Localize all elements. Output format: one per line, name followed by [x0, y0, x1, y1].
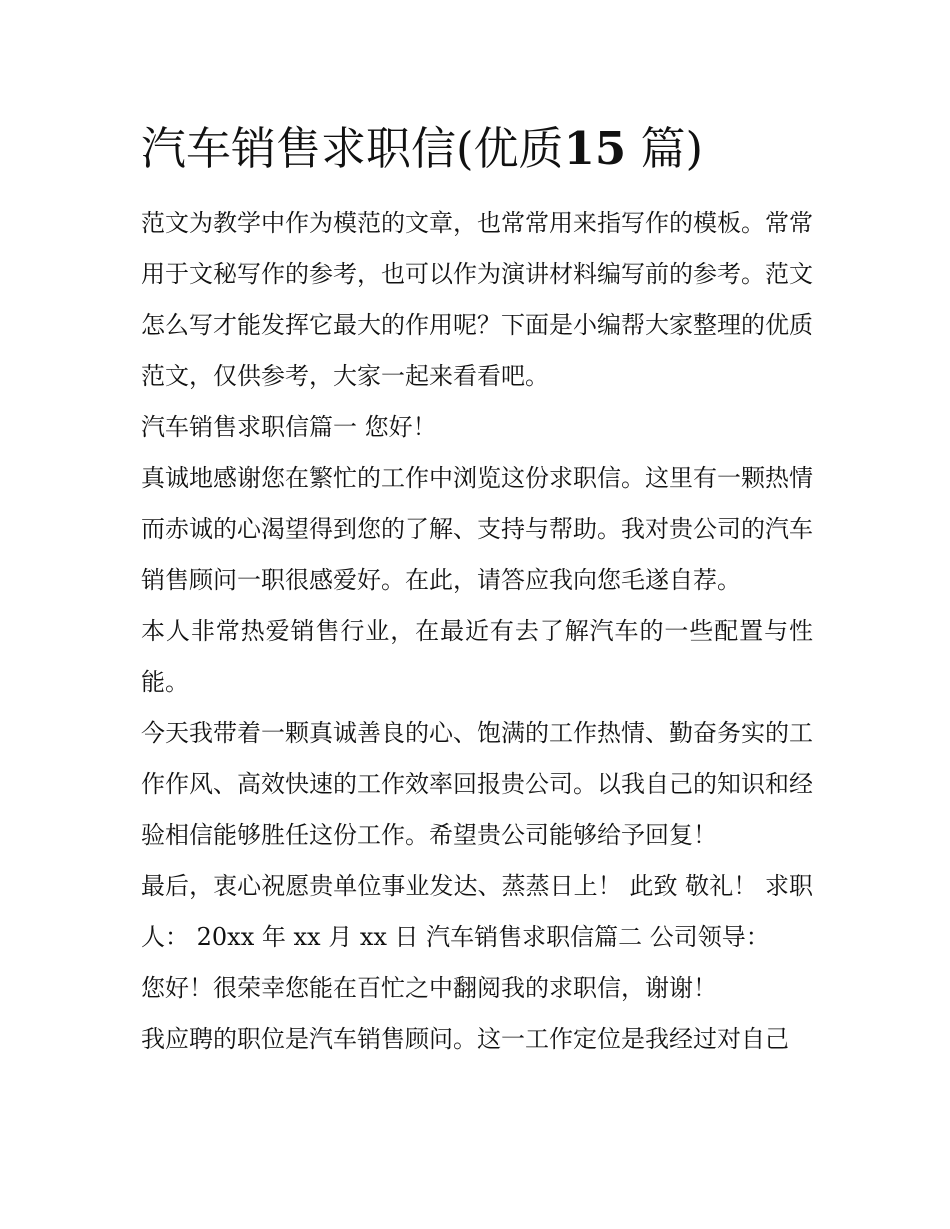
paragraph-second-greeting: 您好！很荣幸您能在百忙之中翻阅我的求职信，谢谢！ — [141, 974, 717, 1002]
paragraph-closing: 最后，衷心祝愿贵单位事业发达、蒸蒸日上！ 此致 敬礼！ 求职人： 20xx 年 xx 月 xx 日 汽车销售求职信篇二 公司领导： — [141, 872, 813, 951]
paragraph-position: 我应聘的职位是汽车销售顾问。这一工作定位是我经过对自己 — [141, 1025, 789, 1053]
document-title — [141, 118, 813, 180]
paragraph-passion: 本人非常热爱销售行业，在最近有去了解汽车的一些配置与性能。 — [141, 617, 813, 696]
document-page — [141, 118, 813, 1065]
document-body — [141, 198, 813, 1065]
title-prefix: 汽车销售求职信(优质 — [141, 122, 564, 175]
paragraph-greeting: 汽车销售求职信篇一 您好！ — [141, 413, 437, 441]
paragraph-thanks: 真诚地感谢您在繁忙的工作中浏览这份求职信。这里有一颗热情而赤诚的心渴望得到您的了解、支持与帮助。我对贵公司的汽车销售顾问一职很感爱好。在此，请答应我向您毛遂自荐。 — [141, 464, 813, 594]
paragraph-commitment: 今天我带着一颗真诚善良的心、饱满的工作热情、勤奋务实的工作作风、高效快速的工作效率回报贵公司。以我自己的知识和经验相信能够胜任这份工作。希望贵公司能够给予回复！ — [141, 719, 813, 849]
title-number: 15 — [563, 122, 627, 175]
paragraph-intro: 范文为教学中作为模范的文章，也常常用来指写作的模板。常常用于文秘写作的参考，也可以作为演讲材料编写前的参考。范文怎么写才能发挥它最大的作用呢？下面是小编帮大家整理的优质范文，仅供参考，大家一起来看看吧。 — [141, 209, 813, 390]
title-suffix: 篇) — [626, 122, 704, 175]
